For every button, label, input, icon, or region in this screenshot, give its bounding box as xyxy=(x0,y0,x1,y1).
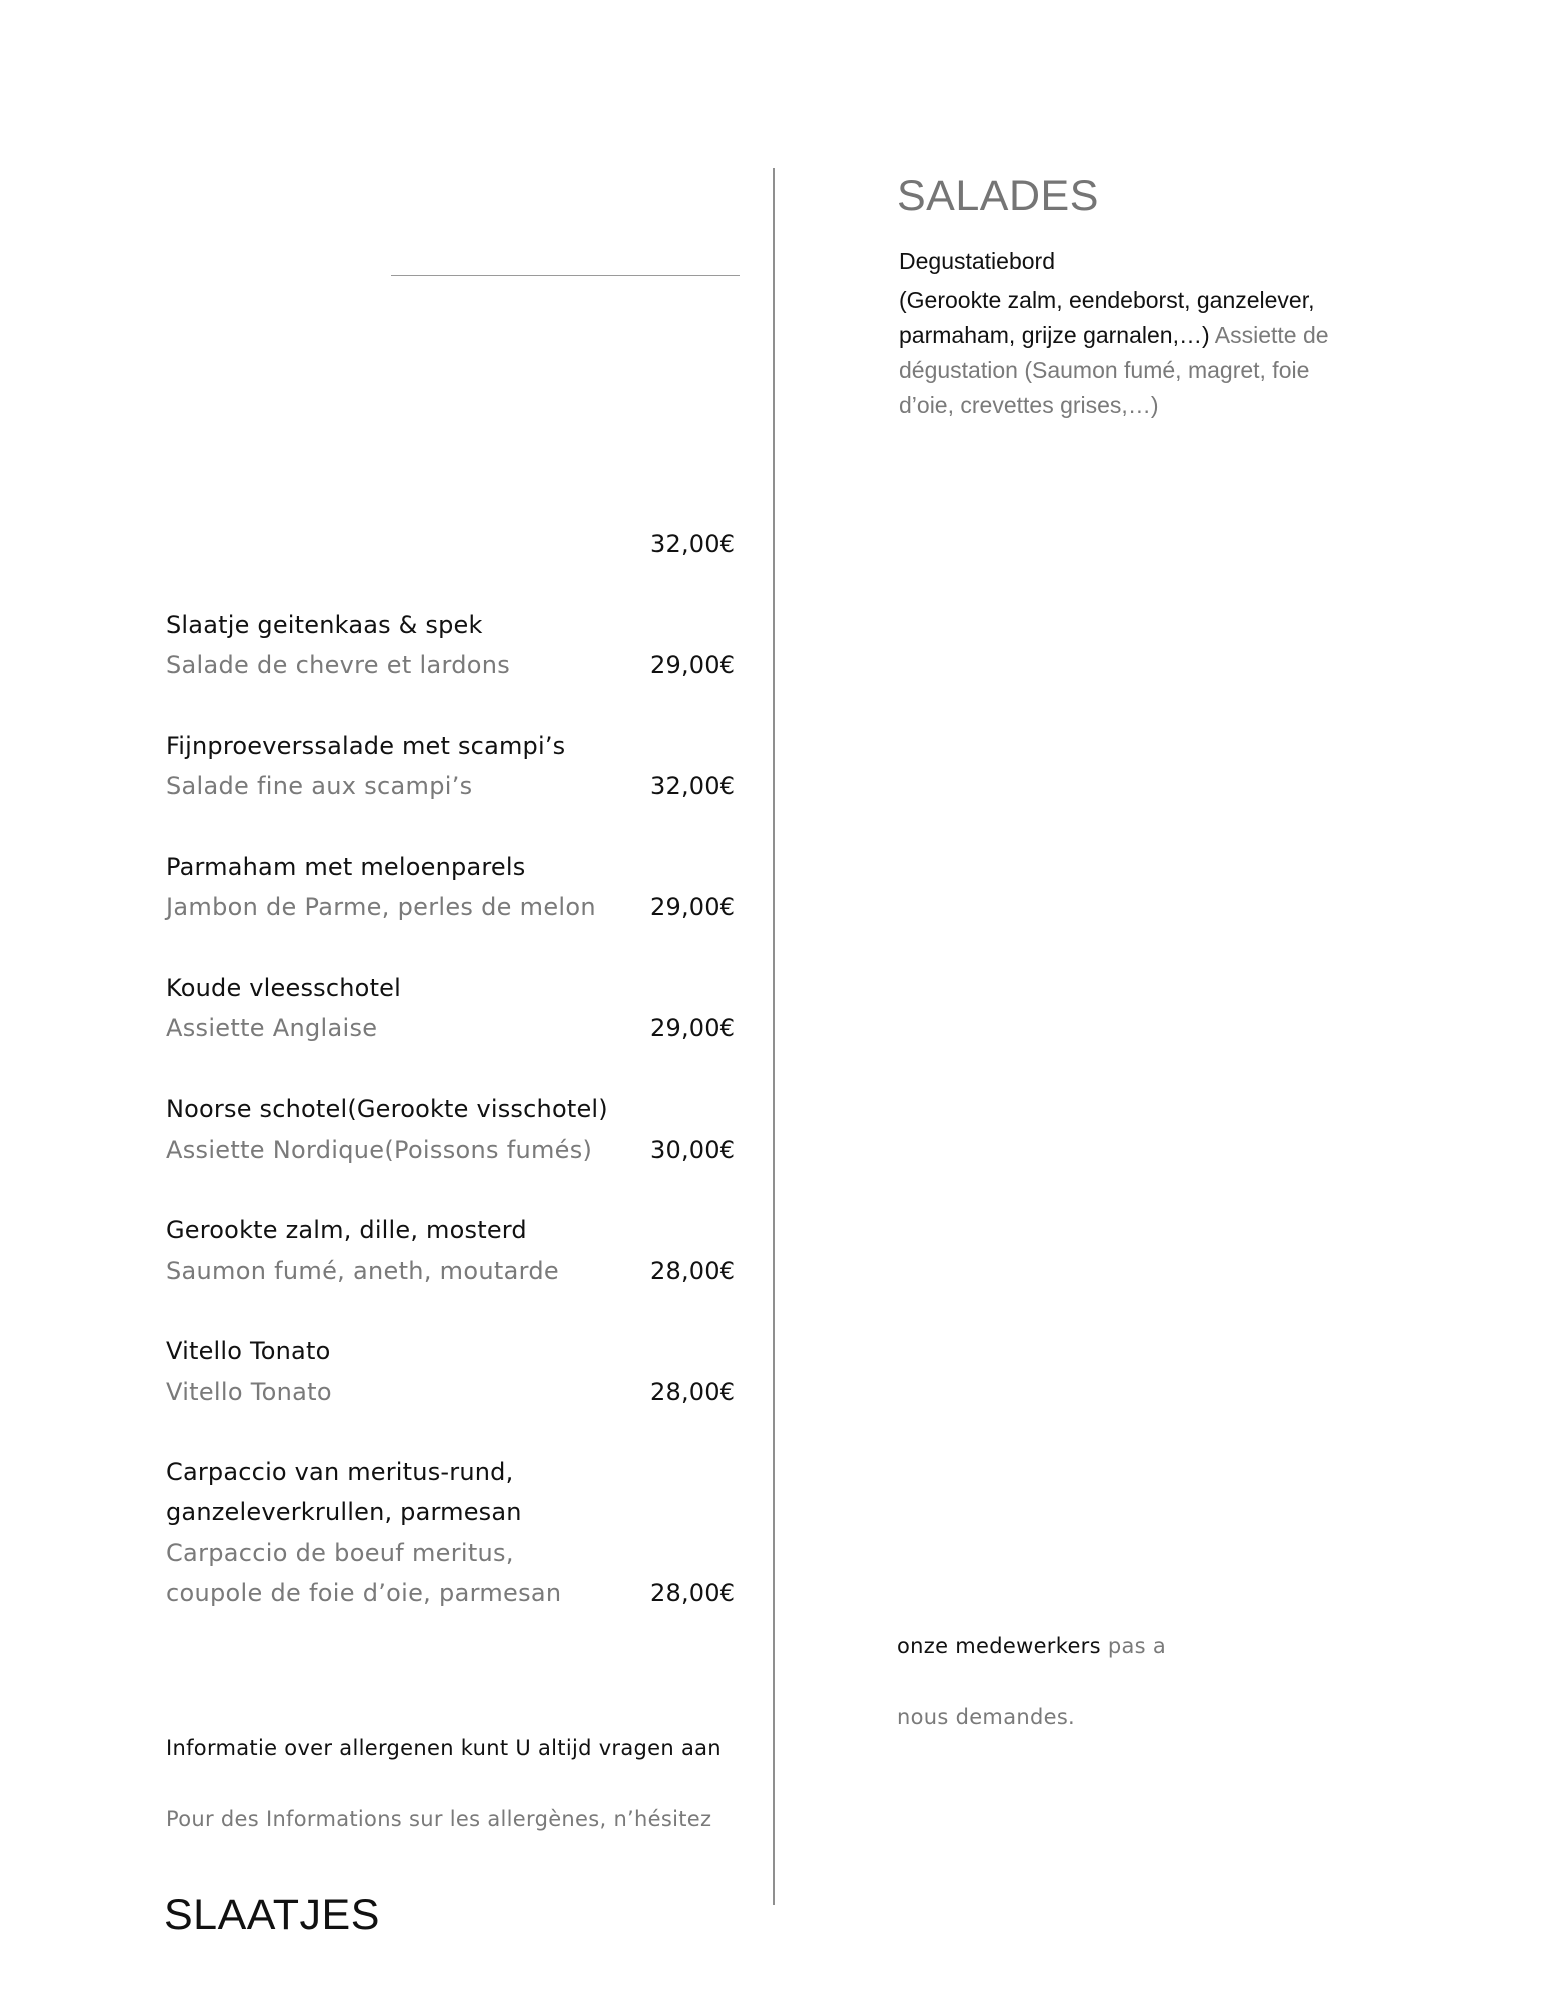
menu-item-name-nl: Fijnproeverssalade met scampi’s xyxy=(166,732,566,760)
allergen-info-nl: Informatie over allergenen kunt U altijd vragen aan xyxy=(166,1736,721,1760)
column-divider xyxy=(773,168,775,1905)
menu-item-name-nl: Gerookte zalm, dille, mosterd xyxy=(166,1216,527,1244)
degustatie-price: 32,00€ xyxy=(650,530,736,558)
menu-item-name-nl: Vitello Tonato xyxy=(166,1337,331,1365)
menu-item-price: 28,00€ xyxy=(650,1579,736,1607)
menu-item-name-fr: Vitello Tonato xyxy=(166,1378,332,1406)
section-title-slaatjes: SLAATJES xyxy=(164,1891,380,1939)
menu-item-price: 29,00€ xyxy=(650,1014,736,1042)
menu-item-name-fr: Saumon fumé, aneth, moutarde xyxy=(166,1257,559,1285)
menu-item-name-nl: Noorse schotel(Gerookte visschotel) xyxy=(166,1095,608,1123)
menu-item-name-fr: Carpaccio de boeuf meritus, xyxy=(166,1539,514,1567)
menu-item-name-fr: Assiette Nordique(Poissons fumés) xyxy=(166,1136,593,1164)
allergen-info-nl-end: onze medewerkers xyxy=(897,1634,1101,1658)
menu-item-price: 30,00€ xyxy=(650,1136,736,1164)
allergen-info-fr-inline: pas a xyxy=(1107,1634,1167,1658)
menu-item-name-nl: Carpaccio van meritus-rund, xyxy=(166,1458,514,1486)
menu-item-name-fr: Jambon de Parme, perles de melon xyxy=(166,893,596,921)
menu-item-price: 32,00€ xyxy=(650,772,736,800)
allergen-info-fr: Pour des Informations sur les allergènes, n’hésitez xyxy=(166,1807,712,1831)
menu-item-name-nl: Koude vleesschotel xyxy=(166,974,402,1002)
section-title-salades: SALADES xyxy=(897,172,1099,220)
menu-item-name-fr: Assiette Anglaise xyxy=(166,1014,378,1042)
degustatie-description-nl: (Gerookte zalm, eendeborst, ganzelever, parmaham, grijze garnalen,…) xyxy=(899,287,1315,348)
menu-item-price: 29,00€ xyxy=(650,893,736,921)
degustatie-block xyxy=(899,244,1369,423)
menu-item-name-fr-cont: coupole de foie d’oie, parmesan xyxy=(166,1579,562,1607)
menu-item-name-nl-cont: ganzeleverkrullen, parmesan xyxy=(166,1498,522,1526)
menu-item-name-fr: Salade fine aux scampi’s xyxy=(166,772,473,800)
allergen-info-fr-end: nous demandes. xyxy=(897,1705,1076,1729)
allergen-info-nl-continued xyxy=(897,1634,1166,1658)
menu-item-price: 28,00€ xyxy=(650,1378,736,1406)
top-divider-line xyxy=(391,275,740,276)
degustatie-title: Degustatiebord xyxy=(899,248,1055,274)
menu-item-price: 29,00€ xyxy=(650,651,736,679)
menu-item-name-fr: Salade de chevre et lardons xyxy=(166,651,511,679)
menu-item-name-nl: Parmaham met meloenparels xyxy=(166,853,526,881)
menu-item-name-nl: Slaatje geitenkaas & spek xyxy=(166,611,483,639)
degustatie-description-fr: Assiette de dégustation (Saumon fumé, magret, foie d’oie, crevettes grises,…) xyxy=(899,322,1329,418)
menu-item-price: 28,00€ xyxy=(650,1257,736,1285)
